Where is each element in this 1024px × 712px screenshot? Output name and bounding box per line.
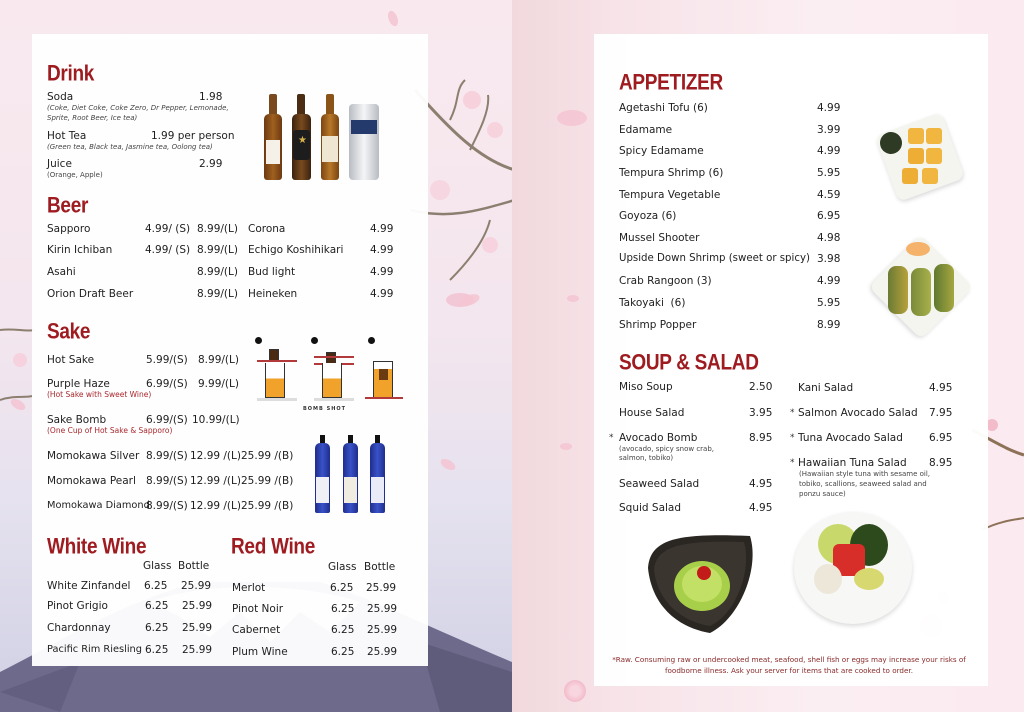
menu-item-name: Momokawa Pearl — [47, 475, 136, 487]
menu-item-name: Tempura Vegetable — [619, 189, 721, 201]
raw-indicator-icon: * — [609, 433, 614, 443]
menu-item-name: Chardonnay — [47, 622, 111, 634]
section-title-red-wine: Red Wine — [231, 535, 315, 560]
menu-item-price-large: 12.99 /(L) — [190, 500, 241, 512]
menu-item-name: Plum Wine — [232, 646, 288, 658]
menu-item-name: House Salad — [619, 407, 685, 419]
petal-decoration — [557, 110, 587, 126]
menu-item-price-bottle: 25.99 — [367, 603, 398, 615]
menu-item-price-bottle: 25.99 — [366, 582, 397, 594]
petal-decoration — [567, 295, 579, 302]
menu-item-price: 1.99 per person — [151, 130, 235, 142]
menu-item-name: White Zinfandel — [47, 580, 131, 592]
menu-item-price: 2.50 — [749, 381, 773, 393]
menu-item-price-bottle: 25.99 — [181, 580, 212, 592]
menu-item-price: 4.99 — [817, 275, 841, 287]
menu-item-name: Sake Bomb — [47, 414, 107, 426]
menu-item-name: Tempura Shrimp (6) — [619, 167, 724, 179]
menu-item-name: Tuna Avocado Salad — [798, 432, 903, 444]
bomb-shot-label: BOMB SHOT — [303, 406, 347, 412]
menu-item-name: Shrimp Popper — [619, 319, 697, 331]
menu-item-name: Spicy Edamame — [619, 145, 704, 157]
menu-item-price-large: 8.99/(L) — [197, 266, 238, 278]
menu-item-name: Heineken — [248, 288, 298, 300]
menu-item-name: Hawaiian Tuna Salad — [798, 457, 907, 469]
menu-item-price: 1.98 — [199, 91, 223, 103]
menu-item-price-bottle: 25.99 — [367, 646, 398, 658]
menu-item-price-large: 8.99/(L) — [198, 354, 239, 366]
raw-indicator-icon: * — [790, 458, 795, 468]
menu-item-price: 3.99 — [817, 124, 841, 136]
section-title-soup-salad: SOUP & SALAD — [619, 351, 759, 376]
menu-item-name: Kirin Ichiban — [47, 244, 113, 256]
step-1-icon — [255, 337, 262, 344]
menu-item-name: Seaweed Salad — [619, 478, 700, 490]
menu-item-price-glass: 6.25 — [331, 624, 355, 636]
menu-item-name: Kani Salad — [798, 382, 854, 394]
petal-decoration — [386, 9, 400, 27]
menu-item-name: Juice — [47, 158, 72, 170]
shrimp-popper-image — [866, 236, 976, 336]
menu-item-price: 3.98 — [817, 253, 841, 265]
menu-item-name: Miso Soup — [619, 381, 673, 393]
bomb-shot-illustration — [253, 335, 403, 415]
menu-item-price-glass: 6.25 — [145, 644, 169, 656]
menu-item-name: Pinot Grigio — [47, 600, 108, 612]
menu-item-price: 7.95 — [929, 407, 953, 419]
menu-item-price-bottle: 25.99 /(B) — [241, 450, 294, 462]
menu-item-description: ponzu sauce) — [799, 490, 846, 498]
menu-item-price: 2.99 — [199, 158, 223, 170]
hawaiian-tuna-salad-image — [788, 508, 918, 628]
menu-item-name: Salmon Avocado Salad — [798, 407, 918, 419]
petal-decoration — [560, 443, 572, 450]
menu-item-name: Squid Salad — [619, 502, 682, 514]
menu-item-price-large: 12.99 /(L) — [190, 450, 241, 462]
menu-item-name: Edamame — [619, 124, 673, 136]
menu-item-price-glass: 6.25 — [145, 622, 169, 634]
menu-item-price: 4.95 — [929, 382, 953, 394]
menu-item-name: Soda — [47, 91, 74, 103]
menu-item-name: Pinot Noir — [232, 603, 284, 615]
menu-item-name: Echigo Koshihikari — [248, 244, 344, 256]
menu-item-price-large: 10.99/(L) — [192, 414, 240, 426]
menu-item-price: 8.99 — [817, 319, 841, 331]
menu-item-price: 8.95 — [749, 432, 773, 444]
menu-item-price-glass: 6.25 — [331, 646, 355, 658]
disclaimer-line-2: foodborne illness. Ask your server for items that are cooked to order. — [665, 666, 913, 675]
menu-item-price: 4.99 — [817, 145, 841, 157]
menu-item-name: Corona — [248, 223, 286, 235]
menu-item-price-bottle: 25.99 /(B) — [241, 500, 294, 512]
menu-item-price: 3.95 — [749, 407, 773, 419]
menu-item-price-small: 6.99/(S) — [146, 378, 188, 390]
menu-item-price-glass: 6.25 — [145, 600, 169, 612]
raw-indicator-icon: * — [790, 408, 795, 418]
section-title-beer: Beer — [47, 194, 89, 219]
menu-item-price: 6.95 — [817, 210, 841, 222]
disclaimer-line-1: *Raw. Consuming raw or undercooked meat, seafood, shell fish or eggs may increase your risks of — [612, 655, 966, 664]
menu-item-name: Agetashi Tofu (6) — [619, 102, 708, 114]
menu-item-price-large: 8.99/(L) — [197, 288, 238, 300]
menu-item-name: Cabernet — [232, 624, 281, 636]
step-3-icon — [368, 337, 375, 344]
menu-item-description: salmon, tobiko) — [619, 454, 674, 462]
step-2-icon — [311, 337, 318, 344]
menu-item-name: Asahi — [47, 266, 76, 278]
column-header-glass: Glass — [328, 561, 357, 573]
blossom-decoration — [564, 680, 586, 702]
menu-item-price-small: 4.99/ (S) — [145, 223, 191, 235]
menu-item-price-small: 5.99/(S) — [146, 354, 188, 366]
menu-item-price-bottle: 25.99 — [182, 622, 213, 634]
raw-indicator-icon: * — [790, 433, 795, 443]
momokawa-bottles-image — [310, 435, 395, 515]
section-title-white-wine: White Wine — [47, 535, 147, 560]
menu-item-name: Sapporo — [47, 223, 91, 235]
menu-item-price-glass: 6.25 — [330, 582, 354, 594]
menu-item-price-large: 9.99/(L) — [198, 378, 239, 390]
menu-item-price: 8.95 — [929, 457, 953, 469]
menu-item-price-bottle: 25.99 /(B) — [241, 475, 294, 487]
menu-item-name: Purple Haze — [47, 378, 110, 390]
agedashi-tofu-image — [870, 110, 970, 210]
menu-item-description: (One Cup of Hot Sake & Sapporo) — [47, 426, 173, 435]
menu-item-name: Momokawa Diamond — [47, 500, 150, 511]
menu-item-name: Goyoza (6) — [619, 210, 677, 222]
menu-item-price-glass: 6.25 — [331, 603, 355, 615]
menu-item-price-large: 12.99 /(L) — [190, 475, 241, 487]
menu-item-name: Avocado Bomb — [619, 432, 698, 444]
column-header-bottle: Bottle — [364, 561, 396, 573]
menu-item-price: 6.95 — [929, 432, 953, 444]
menu-item-price-bottle: 25.99 — [182, 644, 213, 656]
menu-item-price-small: 8.99/(S) — [146, 475, 188, 487]
menu-item-name: Crab Rangoon (3) — [619, 275, 712, 287]
menu-item-price: 4.59 — [817, 189, 841, 201]
menu-item-price-bottle: 25.99 — [367, 624, 398, 636]
column-header-glass: Glass — [143, 560, 172, 572]
menu-item-price: 4.99 — [370, 223, 394, 235]
menu-item-name: Pacific Rim Riesling — [47, 644, 142, 655]
menu-item-description: (avocado, spicy snow crab, — [619, 445, 715, 453]
menu-item-description: (Green tea, Black tea, Jasmine tea, Oolong tea) — [47, 143, 213, 151]
menu-item-name: Momokawa Silver — [47, 450, 140, 462]
menu-item-name: Mussel Shooter — [619, 232, 700, 244]
menu-item-price: 4.99 — [370, 244, 394, 256]
menu-item-description: tobiko, scallions, seaweed salad and — [799, 480, 927, 488]
menu-item-price-small: 6.99/(S) — [146, 414, 188, 426]
menu-item-name: Orion Draft Beer — [47, 288, 134, 300]
menu-item-description: (Coke, Diet Coke, Coke Zero, Dr Pepper, Lemonade, — [47, 104, 229, 112]
avocado-bomb-image — [640, 528, 760, 638]
menu-item-price-bottle: 25.99 — [182, 600, 213, 612]
menu-item-price-large: 8.99/(L) — [197, 244, 238, 256]
section-title-appetizer: APPETIZER — [619, 71, 723, 96]
menu-item-price: 4.95 — [749, 478, 773, 490]
petal-decoration — [439, 457, 457, 473]
menu-item-price-small: 4.99/ (S) — [145, 244, 191, 256]
menu-item-description: (Hawaiian style tuna with sesame oil, — [799, 470, 930, 478]
menu-item-name: Hot Sake — [47, 354, 95, 366]
menu-item-price: 4.98 — [817, 232, 841, 244]
menu-item-name: Merlot — [232, 582, 266, 594]
menu-item-price: 4.99 — [370, 288, 394, 300]
menu-item-name: Bud light — [248, 266, 296, 278]
menu-item-price: 5.95 — [817, 167, 841, 179]
menu-item-description: (Hot Sake with Sweet Wine) — [47, 390, 152, 399]
section-title-sake: Sake — [47, 320, 91, 345]
menu-item-price-large: 8.99/(L) — [197, 223, 238, 235]
menu-item-price: 5.95 — [817, 297, 841, 309]
menu-item-price: 4.95 — [749, 502, 773, 514]
menu-item-price-small: 8.99/(S) — [146, 450, 188, 462]
menu-item-price: 4.99 — [817, 102, 841, 114]
menu-item-name: Takoyaki (6) — [619, 297, 686, 309]
column-header-bottle: Bottle — [178, 560, 210, 572]
raw-food-disclaimer — [600, 654, 978, 676]
menu-item-name: Upside Down Shrimp (sweet or spicy) — [619, 253, 810, 264]
section-title-drink: Drink — [47, 62, 95, 87]
beer-bottles-image: ★ — [262, 94, 387, 182]
menu-item-price: 4.99 — [370, 266, 394, 278]
menu-item-name: Hot Tea — [47, 130, 87, 142]
menu-item-price-small: 8.99/(S) — [146, 500, 188, 512]
menu-item-description: Sprite, Root Beer, Ice tea) — [47, 114, 138, 122]
menu-item-price-glass: 6.25 — [144, 580, 168, 592]
menu-item-description: (Orange, Apple) — [47, 171, 103, 179]
